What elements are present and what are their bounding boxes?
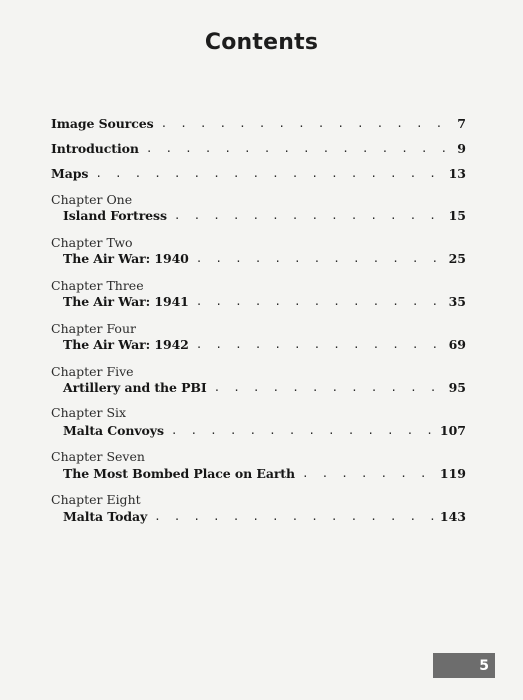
chapter-label: Chapter Seven	[51, 449, 145, 464]
chapter-label: Chapter Five	[51, 364, 134, 379]
dot-leader	[146, 142, 453, 155]
dot-leader	[174, 209, 445, 222]
chapter-label: Chapter Two	[51, 235, 133, 250]
toc-entry-introduction[interactable]	[51, 141, 466, 159]
toc-entry-title: Island Fortress	[63, 208, 167, 223]
toc-entry-maps[interactable]	[51, 166, 466, 184]
page-number: 5	[479, 657, 489, 674]
toc-entry-title: Introduction	[51, 141, 139, 156]
toc-page-number: 119	[439, 466, 466, 481]
dot-leader	[154, 510, 436, 523]
toc-entry-title: Maps	[51, 166, 89, 181]
toc-entry-title: The Air War: 1942	[63, 337, 189, 352]
toc-entry-chapter-one[interactable]	[63, 208, 466, 226]
toc-entry-title: The Most Bombed Place on Earth	[63, 466, 295, 481]
toc-entry-title: Malta Today	[63, 509, 148, 524]
chapter-label: Chapter One	[51, 192, 133, 207]
dot-leader	[171, 424, 436, 437]
toc-entry-title: Artillery and the PBI	[63, 380, 207, 395]
toc-entry-title: Image Sources	[51, 116, 154, 131]
toc-entry-title: The Air War: 1941	[63, 294, 189, 309]
toc-page-number: 107	[439, 423, 466, 438]
toc-page-number: 35	[448, 294, 466, 309]
dot-leader	[196, 295, 445, 308]
chapter-label: Chapter Eight	[51, 492, 141, 507]
toc-page-number: 95	[448, 380, 466, 395]
toc-page-number: 15	[448, 208, 466, 223]
toc-entry-chapter-eight[interactable]	[63, 509, 466, 527]
toc-entry-chapter-four[interactable]	[63, 337, 466, 355]
dot-leader	[95, 167, 444, 180]
toc-entry-title: Malta Convoys	[63, 423, 164, 438]
dot-leader	[214, 381, 445, 394]
toc-page-number: 13	[448, 166, 466, 181]
toc-entry-chapter-three[interactable]	[63, 294, 466, 312]
toc-entry-chapter-six[interactable]	[63, 423, 466, 441]
chapter-label: Chapter Four	[51, 321, 136, 336]
toc-entry-image-sources[interactable]	[51, 116, 466, 134]
toc-entry-chapter-five[interactable]	[63, 380, 466, 398]
toc-page-number: 69	[448, 337, 466, 352]
toc-page-number: 143	[439, 509, 466, 524]
dot-leader	[196, 252, 445, 265]
toc-page-number: 9	[457, 141, 466, 156]
toc-page-number: 25	[448, 251, 466, 266]
dot-leader	[196, 338, 445, 351]
chapter-label: Chapter Six	[51, 405, 127, 420]
chapter-label: Chapter Three	[51, 278, 144, 293]
dot-leader	[302, 467, 436, 480]
toc-entry-title: The Air War: 1940	[63, 251, 189, 266]
table-of-contents	[51, 0, 466, 700]
page-number-tab	[433, 653, 495, 678]
dot-leader	[161, 117, 454, 130]
page-title: Contents	[204, 30, 319, 55]
toc-entry-chapter-two[interactable]	[63, 251, 466, 269]
toc-entry-chapter-seven[interactable]	[63, 466, 466, 484]
toc-page-number: 7	[457, 116, 466, 131]
